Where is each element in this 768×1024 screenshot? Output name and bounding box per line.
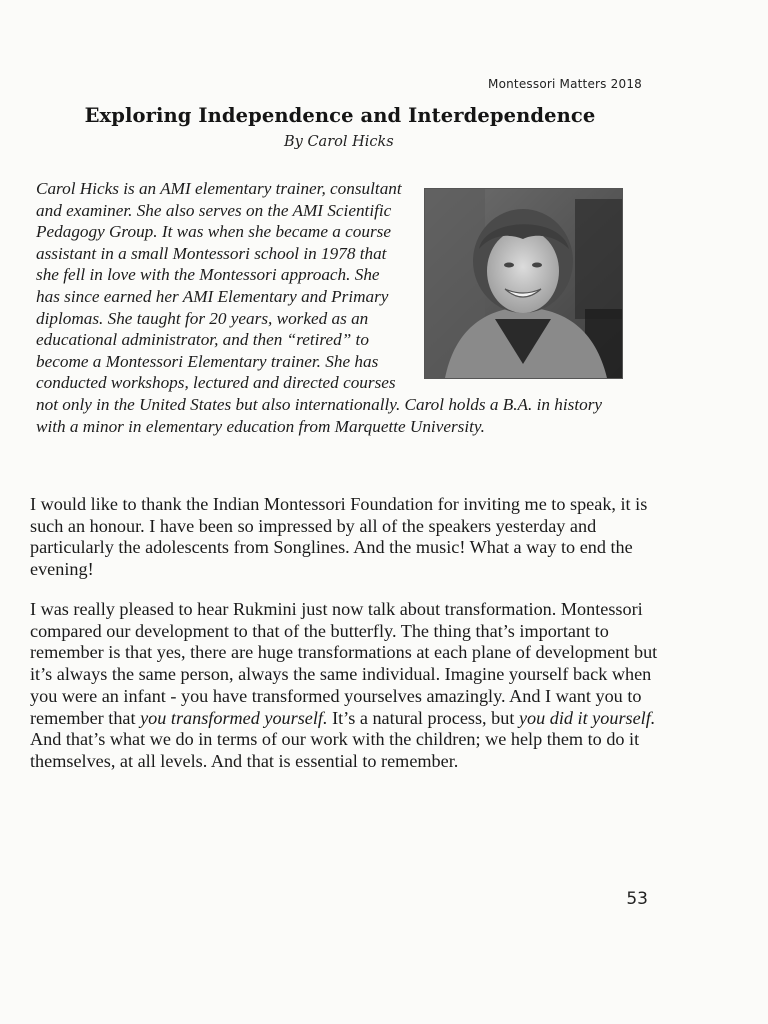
page-number: 53 (626, 889, 648, 909)
byline: By Carol Hicks (284, 134, 394, 150)
emphasis-text: you transformed yourself. (140, 707, 328, 728)
body-text: And that’s what we do in terms of our work with the children; we help them to do it themselves, at all levels. And that is essential to remember. (30, 729, 640, 771)
bio-text: Carol Hicks is an AMI elementary trainer, consultant and examiner. She also serves on the AMI Scientific Pedagogy Group. It was when she became a course assistant in a small Montessori school in 1978 that she fell in love with the Montessori approach. She has since earned her AMI Elementary and Primary diplomas. She taught for 20 years, worked as an educational administrator, and then “retired” to become a Montessori Elementary trainer. She has conducted workshops, lectured and directed courses not only in the United States but also internationally. Carol holds a B.A. in history with a minor in elementary education from Marquette University. (36, 179, 603, 436)
emphasis-text: you did it yourself. (518, 707, 656, 728)
author-bio (36, 178, 616, 437)
running-head: Montessori Matters 2018 (488, 77, 642, 91)
body-text: It’s a natural process, but (327, 707, 519, 728)
body-paragraph (30, 599, 670, 773)
body-text: I was really pleased to hear Rukmini just now talk about transformation. Montessori compared our development to that of the butterfly. The thing that’s important to remember is that yes, there are huge transformations at each plane of development but it’s always the same person, always the same individual. Imagine yourself back when you were an infant - you have transformed yourselves amazingly. And I want you to remember that (30, 599, 658, 728)
body-paragraph: I would like to thank the Indian Montessori Foundation for inviting me to speak, it is such an honour. I have been so impressed by all of the speakers yesterday and particularly the adolescents from Songlines. And the music! What a way to end the evening! (30, 494, 648, 580)
article-title: Exploring Independence and Interdependence (84, 104, 596, 127)
author-photo (424, 188, 623, 379)
